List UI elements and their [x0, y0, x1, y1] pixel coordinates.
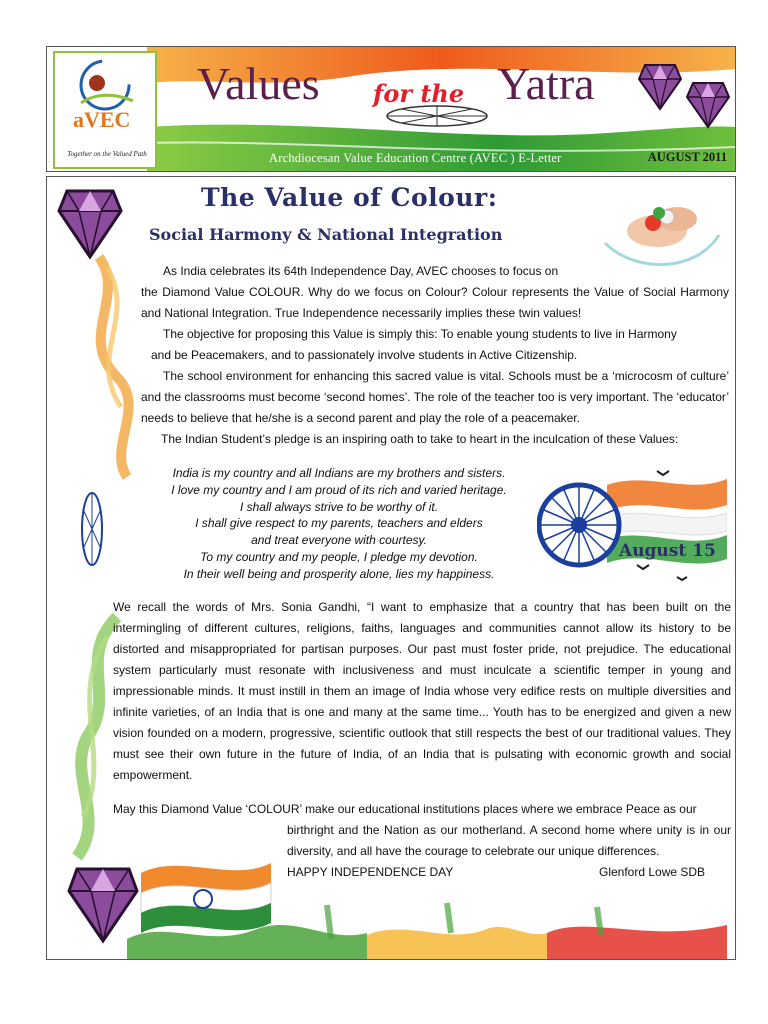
article-subtitle: Social Harmony & National Integration — [149, 225, 503, 244]
pledge-line: To my country and my people, I pledge my devotion. — [200, 549, 478, 564]
paragraph: birthright and the Nation as our motherland. A second home where unity is in our diversity, and all have the courage to celebrate our unique differences. — [287, 823, 731, 858]
logo-emblem-icon — [55, 53, 155, 113]
closing-paragraph — [113, 799, 731, 820]
paragraph: The Indian Student’s pledge is an inspiring oath to take to heart in the inculcation of these Values: — [161, 432, 679, 446]
logo-wordmark: aVEC — [73, 107, 131, 132]
pledge-line: India is my country and all Indians are my brothers and sisters. — [172, 466, 506, 480]
newsletter-header — [46, 46, 736, 172]
issue-date: AUGUST 2011 — [647, 150, 727, 164]
paragraph: As India celebrates its 64th Independence Day, AVEC chooses to focus on — [163, 264, 559, 278]
article-title: The Value of Colour: — [201, 183, 498, 212]
pledge-line: In their well being and prosperity alone, lies my happiness. — [183, 566, 495, 581]
logo-tagline: Together on the Valued Path — [67, 150, 147, 158]
avec-logo — [53, 51, 157, 169]
pledge-line: I love my country and I am proud of its rich and varied heritage. — [171, 482, 507, 497]
diamond-icon — [685, 77, 731, 129]
article-panel — [46, 176, 736, 960]
august-15-label: August 15 — [619, 541, 716, 561]
chakra-wheel-icon — [77, 489, 107, 569]
diamond-icon — [637, 59, 683, 111]
newsletter-subtitle: Archdiocesan Value Education Centre (AVEC ) E-Letter — [269, 151, 562, 165]
closing-paragraph-continued — [287, 820, 731, 862]
pledge-line: and treat everyone with courtesy. — [251, 533, 427, 548]
august-15-badge-image — [537, 465, 727, 585]
title-for-the: for the — [373, 79, 465, 108]
paragraph: The school environment for enhancing this sacred value is vital. Schools must be a ‘microcosm of culture’ and the classrooms must become ‘second homes’. The role of the teacher too is very important. The ‘educator’ needs to believe that he/she is a second parent and play the role of a peacemaker. — [141, 369, 729, 425]
diamond-icon — [55, 183, 125, 261]
signature: Glenford Lowe SDB — [599, 865, 706, 879]
greeting: HAPPY INDEPENDENCE DAY — [287, 865, 454, 879]
quote-paragraph — [113, 597, 731, 786]
intro-paragraphs — [141, 261, 729, 450]
paragraph: May this Diamond Value ‘COLOUR’ make our educational institutions places where we embrace Peace as our — [113, 802, 697, 816]
paint-splash-decoration — [127, 899, 727, 959]
tricolour-smoke-decoration — [47, 237, 147, 937]
pledge-line: I shall always strive to be worthy of it. — [239, 499, 439, 514]
paragraph: the Diamond Value COLOUR. Why do we focus on Colour? Colour represents the Value of Social Harmony and National Integration. True Independence necessarily implies these twin values! — [141, 285, 729, 320]
hands-holding-flower-image — [595, 183, 725, 273]
title-yatra: Yatra — [497, 58, 595, 109]
student-pledge — [139, 465, 539, 583]
paragraph: and be Peacemakers, and to passionately involve students in Active Citizenship. — [151, 348, 578, 362]
newsletter-title — [197, 57, 617, 117]
title-values: Values — [197, 58, 320, 109]
chakra-wheel-icon — [377, 103, 497, 129]
paragraph: The objective for proposing this Value is simply this: To enable young students to live in Harmony — [163, 327, 677, 341]
paragraph: We recall the words of Mrs. Sonia Gandhi, “I want to emphasize that a country that has been built on the intermingling of different cultures, religions, faiths, languages and communities cannot allow its history to be distorted and misappropriated for partisan purposes. Our past must foster pride, not prejudice. The educational system particularly must resonate with inclusiveness and must inculcate a scientific temper in young and impressionable minds. It must instill in them an image of India whose very edifice rests on multiple diversities and infinite varieties, of an India that is one and many at the same time... Youth has to be energized and given a new vision founded on a modern, progressive, scientific outlook that still respects the best of our traditional values. They must see their own future in the future of India, of an India that is pulsating with economic growth and social empowerment. — [113, 600, 731, 782]
pledge-line: I shall give respect to my parents, teachers and elders — [195, 516, 483, 531]
